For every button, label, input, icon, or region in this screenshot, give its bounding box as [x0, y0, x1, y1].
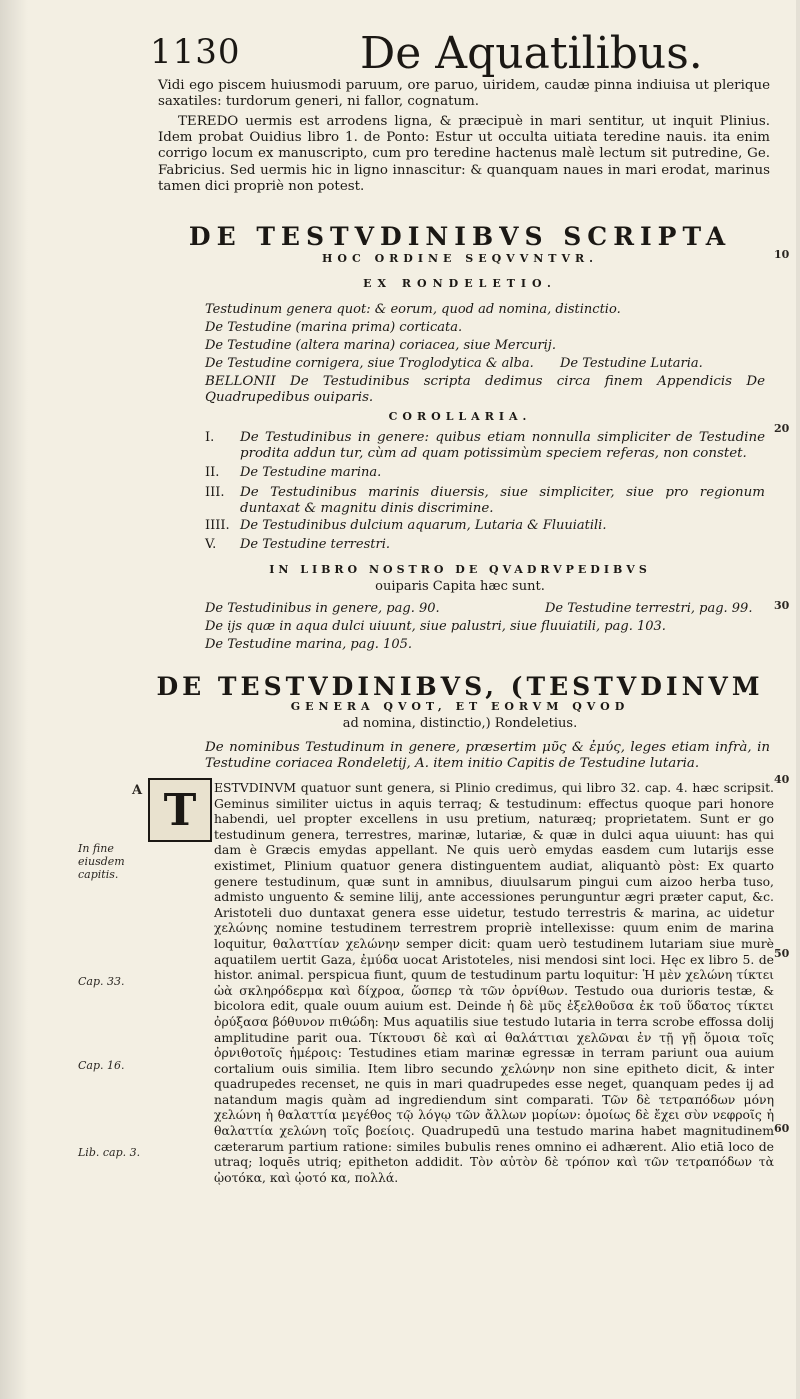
corollary-num: I. [205, 430, 215, 445]
line-number: 60 [774, 1122, 790, 1135]
list-item-bellonii: BELLONII De Testudinibus scripta dedimus circa finem Appendicis De Quadrupedibus ouiparis. [205, 374, 765, 405]
line-number: 30 [774, 599, 790, 612]
libro-title: IN LIBRO NOSTRO DE QVADRVPEDIBVS [269, 563, 651, 576]
section2-sub1: GENERA QVOT, ET EORVM QVOD [290, 700, 630, 713]
page-number: 1130 [150, 32, 241, 72]
corollary-text: De Testudine marina. [240, 465, 382, 480]
decorated-initial: T [148, 778, 212, 842]
libro-item: De Testudinibus in genere, pag. 90. [205, 601, 440, 616]
running-title: De Aquatilibus. [360, 28, 703, 79]
section2-intro: De nominibus Testudinum in genere, præsertim μῦς & ἐμύς, leges etiam infrà, in Testudine coriacea Rondeletij, A. item initio Capitis de Testudine lutaria. [205, 740, 770, 771]
libro-item: De Testudine terrestri, pag. 99. [545, 601, 753, 616]
section-source: EX RONDELETIO. [363, 277, 557, 290]
corollary-text: De Testudinibus dulcium aquarum, Lutaria & Fluuiatili. [240, 518, 607, 533]
corollary-text: De Testudinibus in genere: quibus etiam nonnulla simpliciter de Testudine prodita addun tur, cùm ad quam potissimùm speciem referas, non constet. [240, 430, 765, 461]
corollaria-title: COROLLARIA. [388, 410, 532, 423]
libro-subtitle: ouiparis Capita hæc sunt. [375, 579, 545, 594]
list-item: De Testudine cornigera, siue Troglodytica & alba. [205, 356, 534, 371]
corollary-num: V. [205, 537, 217, 552]
page-edge [796, 0, 800, 1399]
section2-title: DE TESTVDINIBVS, (TESTVDINVM [156, 672, 764, 701]
list-item: De Testudine (marina prima) corticata. [205, 320, 463, 335]
margin-note: Lib. cap. 3. [78, 1146, 141, 1159]
gutter-shadow [0, 0, 28, 1399]
list-item: De Testudine Lutaria. [560, 356, 703, 371]
corollary-num: II. [205, 465, 220, 480]
corollary-num: IIII. [205, 518, 230, 533]
line-number: 40 [774, 773, 790, 786]
corollary-text: De Testudinibus marinis diuersis, siue simpliciter, siue pro regionum duntaxat & magnitu dinis discrimine. [240, 485, 765, 516]
libro-item: De ijs quæ in aqua dulci uiuunt, siue palustri, siue fluuiatili, pag. 103. [205, 619, 666, 634]
corollary-text: De Testudine terrestri. [240, 537, 390, 552]
line-number: 50 [774, 947, 790, 960]
section2-sub2: ad nomina, distinctio,) Rondeletius. [342, 716, 578, 731]
line-number: 20 [774, 422, 790, 435]
section-title: DE TESTVDINIBVS SCRIPTA [188, 222, 732, 251]
paragraph-teredo: TEREDO uermis est arrodens ligna, & præcipuè in mari sentitur, ut inquit Plinius. Idem probat Ouidius libro 1. de Ponto: Estur ut occulta uitiata teredine nauis. ita enim corrigo locum ex manuscripto, cum pro teredine hactenus malè lectum sit putredine, Ge. Fabricius. Sed uermis hic in ligno innascitur: & quanquam naues in mari erodat, marinus tamen dici propriè non potest. [158, 114, 770, 194]
paragraph-intro: Vidi ego piscem huiusmodi paruum, ore paruo, uiridem, caudæ pinna indiuisa ut plerique saxatiles: turdorum generi, ni fallor, cognatum. [158, 78, 770, 110]
libro-item: De Testudine marina, pag. 105. [205, 637, 412, 652]
line-number: 10 [774, 248, 790, 261]
section-subtitle: HOC ORDINE SEQVVNTVR. [322, 252, 598, 265]
page-header [150, 28, 770, 79]
section2-body: ESTVDINVM quatuor sunt genera, si Plinio credimus, qui libro 32. cap. 4. hæc scripsit. Geminus similiter uictus in aquis terraq; & testudinum: effectus quoque pari honore habendi, uel propter excellens in usu pretium, naturæq; proprietatem. Sunt er go testudinum genera, terrestres, marinæ, lutariæ, & quæ in dulci aqua uiuunt: has qui dam è Græcis emydas appellant. Ne quis uerò emydas easdem cum lutarijs esse existimet, Plinium quatuor genera distinguentem audiat, aliquantò pòst: Ex quarto genere testudinum, quæ sunt in amnibus, diuulsarum pingui cum aizoo herba tuso, admisto unguento & semine lilij, ante accessiones perunguntur ægri præter caput, &c. Aristoteli duo duntaxat genera esse uidetur, testudo terrestris & marina, ac uidetur χελώνης nomine testudinem terrestrem propriè intellexisse: quum enim de marina loquitur, θαλαττίαν χελώνην semper dicit: quam uerò testudinem lutariam siue murè aquatilem uertit Gaza, ἐμύδα uocat Aristoteles, nisi mendosi sint loci. Hęc ex libro 5. de histor. animal. perspicua fiunt, quum de testudinum partu loquitur: Ἡ μὲν χελώνη τίκτει ὠὰ σκληρόδερμα καὶ δίχροα, ὥσπερ τὰ τῶν ὀρνίθων. Testudo oua durioris testæ, & bicolora edit, quale ouum auium est. Deinde ἡ δὲ μῦς ἐξελθοῦσα ἐκ τοῦ ὕδατος τίκτει ὀρύξασα βόθυνον πιθώδη: Mus aquatilis siue testudo lutaria in terra scrobe effossa dolij amplitudine parit oua. Τίκτουσι δὲ καὶ αἱ θαλάττιαι χελῶναι ἐν τῇ γῇ ὅμοια τοῖς ὀρνιθοτοῖς ἡμέροις: Testudines etiam marinæ egressæ in terram pariunt oua auium cortalium ouis similia. Item libro secundo χελώνην non sine epitheto dicit, & inter quadrupedes recenset, ne quis in mari quadrupedes esse neget, quanquam pedes ij ad natandum magis quàm ad ingrediendum sint comparati. Τῶν δὲ τετραπόδων μόνη χελώνη ἡ θαλαττία μεγέθος τῷ λόγῳ τῶν ἄλλων μορίων: ὁμοίως δὲ ἔχει σὺν νεφροῖς ἡ θαλαττία χελώνη τοῖς βοείοις. Quadrupedū una testudo marina habet magnitudinem cæterarum partium ratione: similes bubulis renes omnino ei adhærent. Alio etiā loco de utraq; loquēs utriq; epitheton addidit. Τὸν αὐτὸν δὲ τρόπον καὶ τῶν τετραπόδων τὰ ᾠοτόκα, καὶ ᾠοτό κα, πολλά. [214, 780, 774, 1185]
corollary-num: III. [205, 485, 225, 500]
margin-letter: A [132, 783, 143, 798]
list-item: De Testudine (altera marina) coriacea, siue Mercurij. [205, 338, 556, 353]
margin-note: In fine eiusdem capitis. [78, 842, 125, 881]
margin-note: Cap. 16. [78, 1059, 125, 1072]
list-item: Testudinum genera quot: & eorum, quod ad nomina, distinctio. [205, 302, 621, 317]
margin-note: Cap. 33. [78, 975, 125, 988]
